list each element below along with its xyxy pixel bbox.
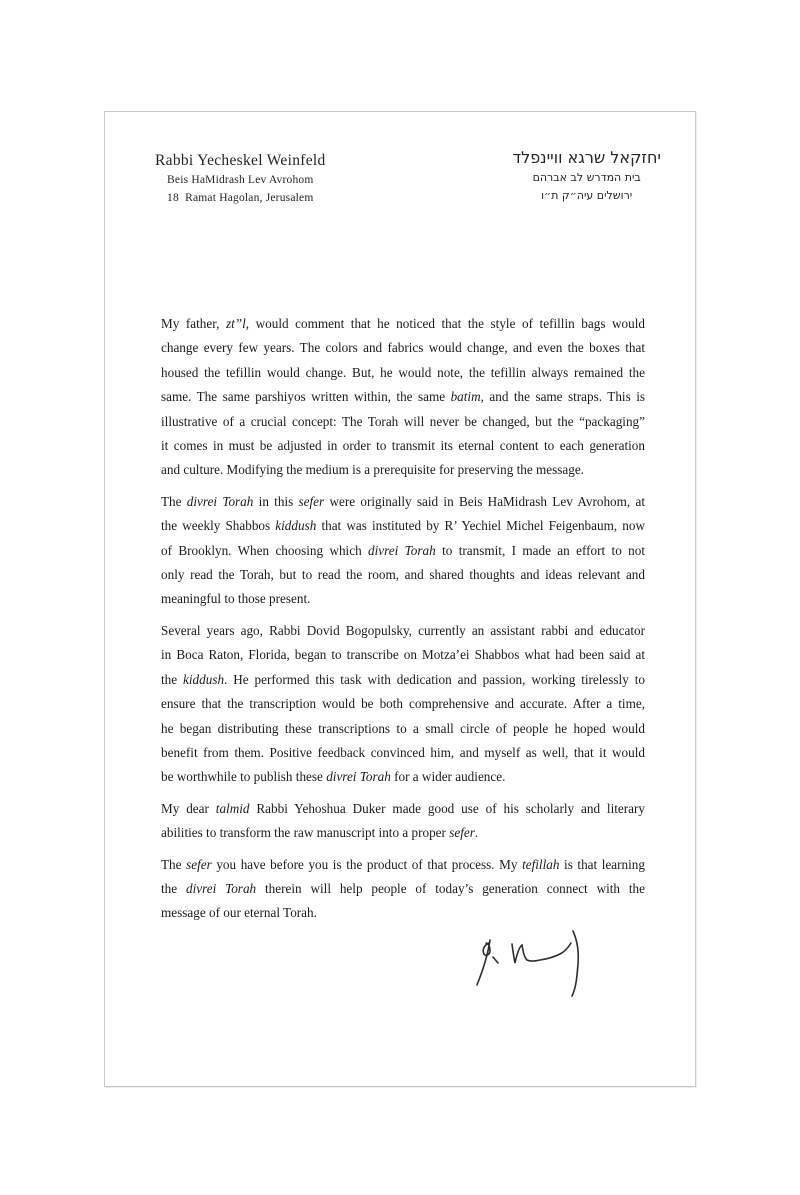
letter-line: [161, 741, 645, 765]
letter-text: it comes in must be adjusted in order to transmit its eternal content to each generation: [161, 438, 645, 454]
letter-line: [161, 312, 645, 336]
letter-text: therein will help people of today’s generation connect with the: [256, 880, 645, 896]
letter-text-italic: divrei Torah: [326, 769, 391, 785]
letter-text: meaningful to those present.: [161, 591, 311, 607]
letter-text: message of our eternal Torah.: [161, 905, 317, 921]
letterhead-org-hebrew: בית המדרש לב אברהם: [532, 171, 641, 184]
letter-text-italic: sefer: [298, 493, 325, 509]
letter-text-italic: divrei Torah: [368, 542, 436, 558]
letter-line: [161, 797, 645, 821]
letter-text: abilities to transform the raw manuscript into a proper: [161, 825, 450, 841]
letter-paragraph: [161, 853, 645, 926]
letter-line: [161, 668, 645, 692]
letter-text: Rabbi Yehoshua Duker made good use of his scholarly and literary: [249, 800, 645, 816]
letter-line: [161, 490, 645, 514]
letter-text: only read the Torah, but to read the room, and shared thoughts and ideas relevant and: [161, 567, 645, 583]
letter-line: [161, 563, 645, 587]
letterhead-address-english: 18 Ramat Hagolan, Jerusalem: [167, 192, 314, 204]
letter-line: [161, 587, 645, 611]
letter-text: Several years ago, Rabbi Dovid Bogopulsky, currently an assistant rabbi and educator: [161, 622, 645, 638]
letter-paragraph: [161, 797, 645, 846]
letter-text-italic: kiddush: [183, 671, 225, 687]
letter-line: [161, 539, 645, 563]
letter-text: housed the tefillin would change. But, he would note, the tefillin always remained the: [161, 364, 645, 380]
letter-text: change every few years. The colors and fabrics would change, and even the boxes that: [161, 340, 645, 356]
letter-line: [161, 410, 645, 434]
signature-stroke-tick: [493, 957, 498, 963]
letter-text: to transmit, I made an effort to not: [435, 542, 646, 558]
letter-page: [104, 111, 696, 1087]
letter-text: the: [161, 880, 186, 896]
letter-line: [161, 717, 645, 741]
letter-line: [161, 619, 645, 643]
letterhead-name-hebrew: יחזקאל שרגא וויינפלד: [512, 148, 661, 167]
letter-text: . He performed this task with dedication and passion, working tirelessly to: [224, 671, 645, 687]
letter-text: he began distributing these transcriptions to a small circle of people he hoped would: [161, 720, 645, 736]
letter-text: were originally said in Beis HaMidrash Lev Avrohom, at: [324, 493, 645, 509]
letter-line: [161, 434, 645, 458]
letter-text: would comment that he noticed that the style of tefillin bags would: [249, 316, 645, 331]
letter-line: [161, 901, 645, 925]
letter-line: [161, 877, 645, 901]
letter-paragraph: [161, 619, 645, 790]
letter-text-italic: sefer: [186, 856, 212, 872]
letter-line: [161, 643, 645, 667]
letter-text: , and the same straps. This is: [480, 389, 645, 405]
letter-text: is that learning: [559, 856, 645, 872]
letter-text-italic: divrei Torah: [186, 493, 254, 509]
letter-text: same. The same parshiyos written within, the same: [161, 389, 451, 405]
signature-image: [473, 927, 588, 1012]
letter-text: My father,: [161, 316, 226, 331]
letter-line: [161, 361, 645, 385]
letter-text: in this: [253, 493, 299, 509]
letter-text: The: [161, 493, 187, 509]
letter-text: ensure that the transcription would be both comprehensive and accurate. After a time,: [161, 696, 645, 712]
letter-text-italic: batim: [450, 389, 481, 405]
letter-line: [161, 336, 645, 360]
letter-text: of Brooklyn. When choosing which: [161, 542, 369, 558]
letter-text: for a wider audience.: [390, 769, 506, 785]
letter-text-italic: talmid: [215, 800, 250, 816]
letter-line: [161, 458, 645, 482]
letter-line: [161, 821, 645, 845]
letter-text: the weekly Shabbos: [161, 518, 276, 534]
letter-line: [161, 765, 645, 789]
letterhead-hebrew: [512, 147, 661, 204]
letter-text: you have before you is the product of that process. My: [211, 856, 523, 872]
letterhead-name-english: Rabbi Yecheskel Weinfeld: [155, 152, 326, 169]
letter-paragraph: [161, 312, 645, 483]
letterhead-city-hebrew: ירושלים עיה״ק ת״ו: [541, 188, 633, 202]
letter-text-italic: tefillah: [522, 856, 560, 872]
letter-text: the: [161, 671, 184, 687]
signature-stroke-flourish: [572, 931, 578, 996]
letter-text-italic: zt”l,: [225, 316, 250, 331]
letter-text: illustrative of a crucial concept: The Torah will never be changed, but the “packaging”: [161, 413, 645, 429]
letter-text: that was instituted by R’ Yechiel Michel Feigenbaum, now: [316, 518, 645, 534]
letter-text: be worthwhile to publish these: [161, 769, 327, 785]
letter-line: [161, 514, 645, 538]
letter-text: and culture. Modifying the medium is a prerequisite for preserving the message.: [161, 462, 584, 478]
letter-text: The: [161, 856, 187, 872]
letter-line: [161, 385, 645, 409]
signature-stroke-initial: [477, 940, 490, 985]
letter-text: My dear: [161, 800, 216, 816]
letter-text-italic: sefer: [449, 825, 475, 841]
signature-stroke-surname: [512, 943, 571, 963]
letter-text-italic: kiddush: [275, 518, 317, 534]
letter-line: [161, 692, 645, 716]
letter-text: in Boca Raton, Florida, began to transcribe on Motza’ei Shabbos what had been said at: [161, 647, 645, 663]
letter-body: [161, 312, 645, 926]
letter-paragraph: [161, 490, 645, 612]
letter-text: benefit from them. Positive feedback convinced him, and myself as well, that it would: [161, 744, 645, 760]
letter-text-italic: divrei Torah: [185, 880, 257, 896]
letterhead-org-english: Beis HaMidrash Lev Avrohom: [167, 174, 314, 186]
letter-line: [161, 853, 645, 877]
letterhead-english: [155, 151, 326, 207]
letter-text: .: [474, 825, 479, 841]
